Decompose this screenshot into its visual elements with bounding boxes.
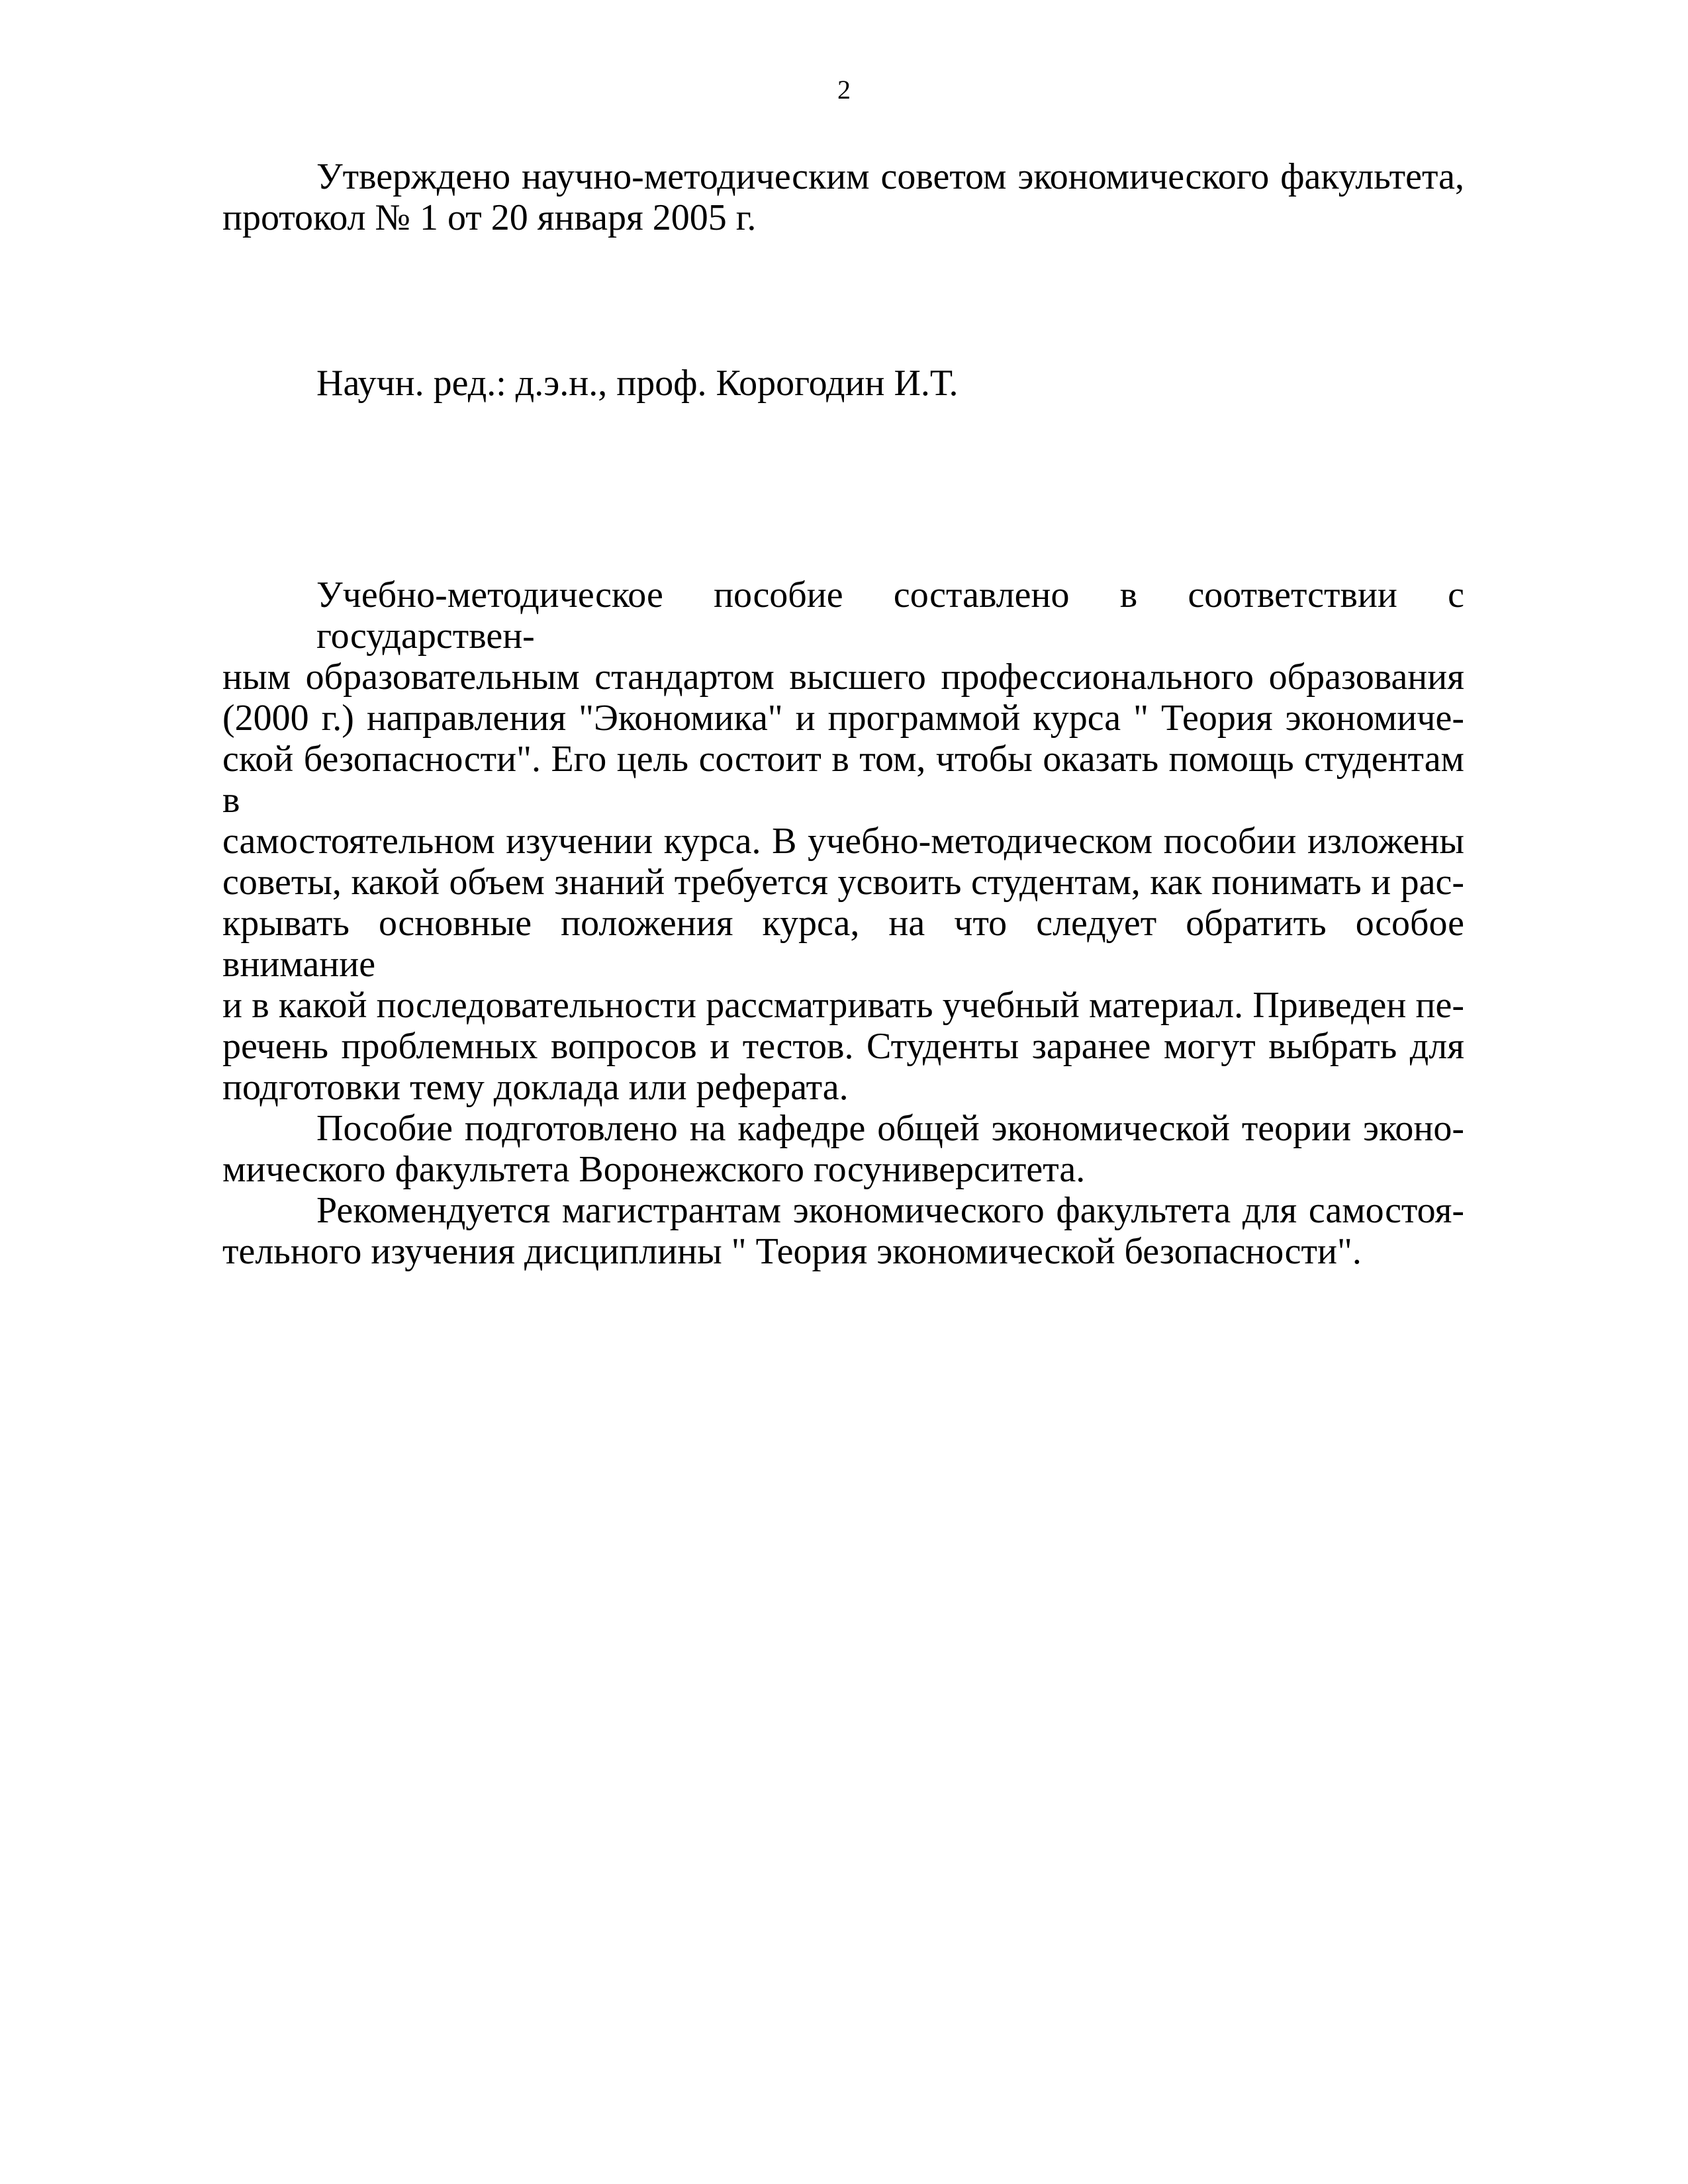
text-line: самостоятельном изучении курса. В учебно-методическом пособии изложены [222,821,1464,862]
annotation-paragraph-2 [222,1108,1464,1190]
text-line: крывать основные положения курса, на что следует обратить особое внимание [222,903,1464,985]
text-line: тельного изучения дисциплины " Теория экономической безопасности". [222,1231,1362,1272]
text-line: Рекомендуется магистрантам экономического факультета для самостоя- [316,1190,1464,1231]
text-line: мического факультета Воронежского госуниверситета. [222,1149,1086,1190]
annotation-paragraph-1 [222,574,1464,1108]
text-line: ской безопасности". Его цель состоит в том, чтобы оказать помощь студентам в [222,739,1464,821]
annotation [222,574,1464,1272]
text-line: ным образовательным стандартом высшего профессионального образования [222,657,1464,698]
text-line: (2000 г.) направления "Экономика" и программой курса " Теория экономиче- [222,698,1464,739]
page-number: 2 [837,75,851,105]
approval-line-1: Утверждено научно-методическим советом экономического факультета, [316,156,1464,197]
approval-line-2: протокол № 1 от 20 января 2005 г. [222,197,757,238]
text-line: подготовки тему доклада или реферата. [222,1067,849,1108]
editor-line: Научн. ред.: д.э.н., проф. Корогодин И.Т. [316,363,959,404]
annotation-paragraph-3 [222,1190,1464,1272]
text-line: Пособие подготовлено на кафедре общей экономической теории эконо- [316,1108,1464,1149]
text-line: Учебно-методическое пособие составлено в соответствии с государствен- [316,574,1464,657]
text-line: и в какой последовательности рассматривать учебный материал. Приведен пе- [222,985,1464,1026]
scientific-editor [222,363,1464,404]
text-line: советы, какой объем знаний требуется усвоить студентам, как понимать и рас- [222,862,1464,903]
approval-note [222,156,1464,238]
text-line: речень проблемных вопросов и тестов. Студенты заранее могут выбрать для [222,1026,1464,1067]
